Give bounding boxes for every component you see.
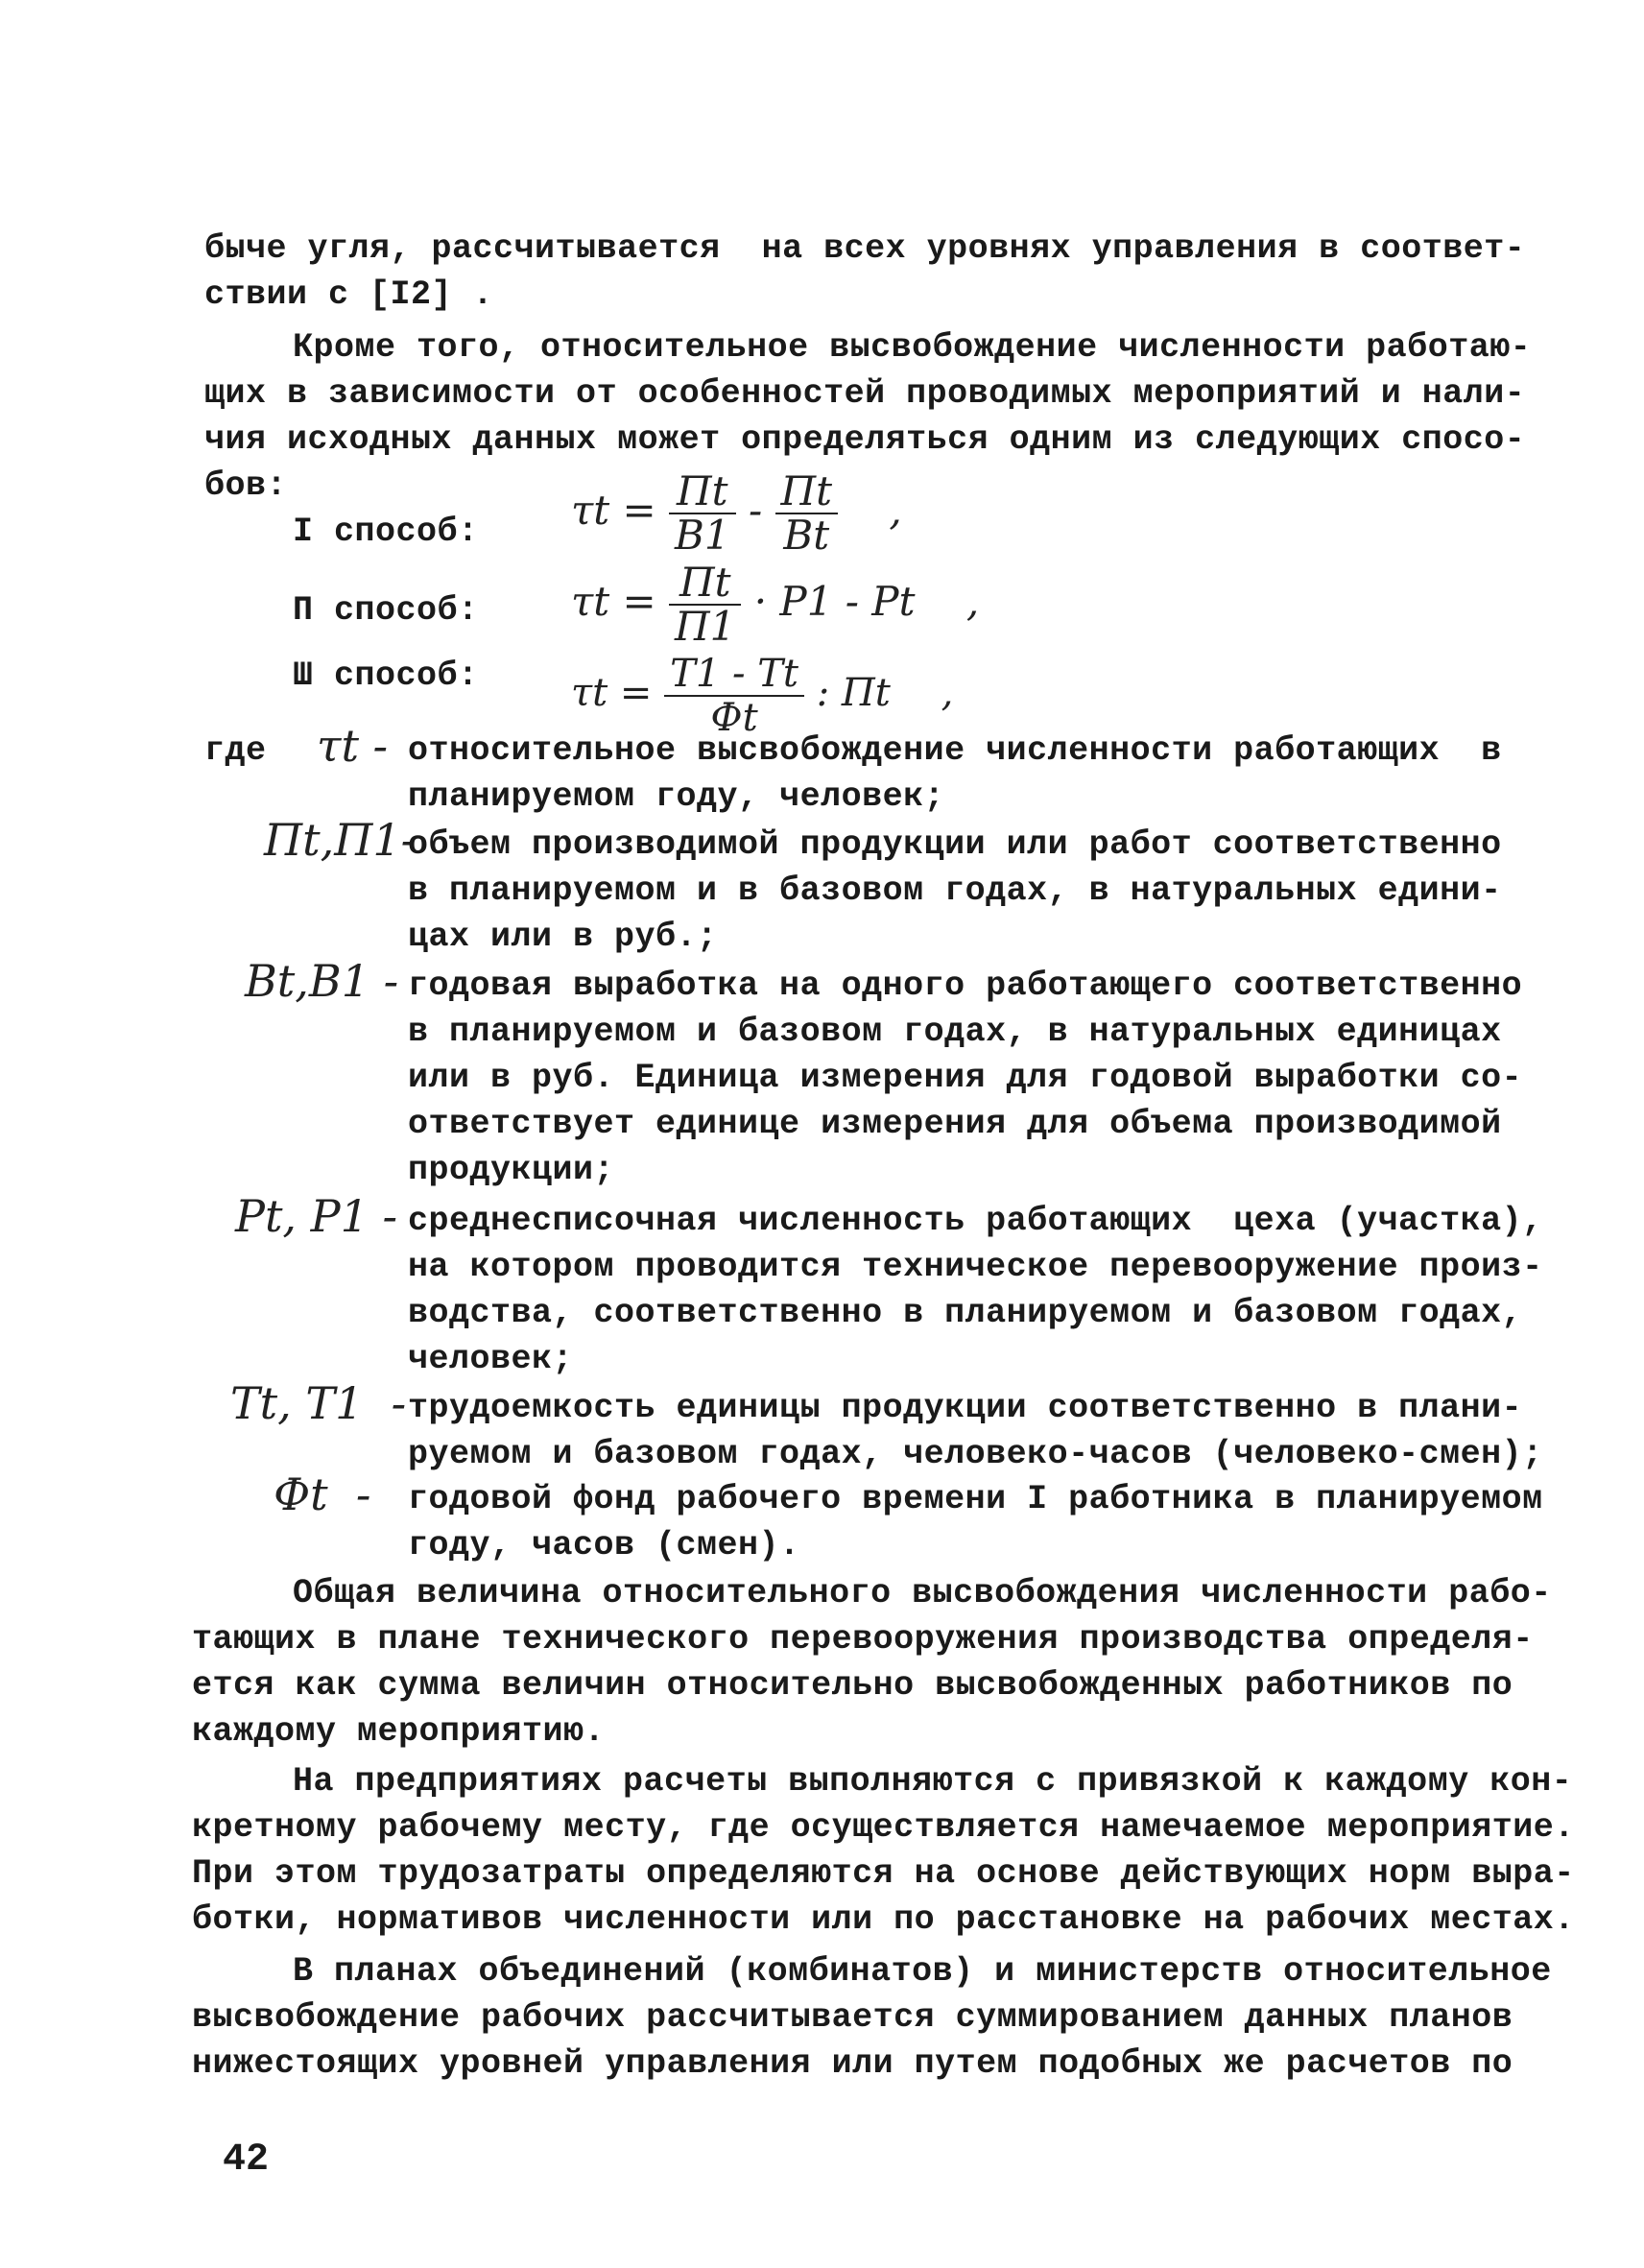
definition-line: в планируемом и в базовом годах, в натуральных едини- [408, 871, 1502, 910]
text-line: каждому мероприятию. [192, 1712, 606, 1751]
definition-line: или в руб. Единица измерения для годовой выработки со- [408, 1059, 1523, 1097]
fraction-denominator: Фt [710, 696, 758, 740]
fraction-numerator: Пt [775, 470, 839, 514]
definition-line: году, часов (смен). [408, 1526, 800, 1564]
definition-symbol: Фt - [274, 1468, 371, 1520]
fraction-numerator: Пt [669, 470, 736, 514]
formula-lhs: 𝜏t = [571, 578, 656, 625]
text-line: Кроме того, относительное высвобождение численности работаю- [293, 328, 1532, 367]
definition-line: на котором проводится техническое перевооружение произ- [408, 1248, 1543, 1286]
definition-line: цах или в руб.; [408, 918, 718, 956]
formula-method-3 [571, 653, 953, 739]
formula-method-2 [571, 561, 979, 648]
text-line: В планах объединений (комбинатов) и министерств относительное [293, 1952, 1552, 1991]
fraction-numerator: T1 - Tt [664, 653, 804, 697]
formula-comma: , [889, 487, 902, 534]
definition-symbol: Pt, P1 - [235, 1190, 398, 1242]
text-line: ботки, нормативов численности или по расстановке на рабочих местах. [192, 1900, 1575, 1939]
text-line: щих в зависимости от особенностей проводимых мероприятий и нали- [204, 374, 1526, 413]
formula-lhs: 𝜏t = [571, 487, 656, 534]
formula-rest: · P1 - Pt [753, 578, 916, 625]
definition-line: в планируемом и базовом годах, в натуральных единицах [408, 1013, 1502, 1051]
definition-line: водства, соответственно в планируемом и базовом годах, [408, 1294, 1523, 1332]
formula-comma: , [941, 671, 954, 715]
text-line: На предприятиях расчеты выполняются с привязкой к каждому кон- [293, 1762, 1573, 1801]
formula-lhs: 𝜏t = [571, 671, 653, 715]
text-line: ствии с [I2] . [204, 275, 494, 314]
fraction-denominator: B1 [675, 512, 730, 559]
definition-line: годовая выработка на одного работающего соответственно [408, 967, 1523, 1005]
definition-line: трудоемкость единицы продукции соответственно в плани- [408, 1389, 1523, 1427]
text-line: чия исходных данных может определяться одним из следующих спосо- [204, 420, 1526, 459]
fraction [669, 561, 741, 648]
text-line: бов: [204, 466, 288, 505]
text-line: Общая величина относительного высвобождения численности рабо- [293, 1574, 1552, 1612]
fraction-denominator: Bt [783, 512, 830, 559]
text-line: При этом трудозатраты определяются на основе действующих норм выра- [192, 1854, 1575, 1893]
definition-symbol: 𝜏t - [317, 720, 389, 772]
fraction [664, 653, 804, 739]
text-line: тающих в плане технического перевооружения производства определя- [192, 1620, 1534, 1659]
text-line: быче угля, рассчитывается на всех уровнях управления в соответ- [204, 229, 1526, 268]
text-line: высвобождение рабочих рассчитывается суммированием данных планов [192, 1998, 1513, 2037]
method-2-label: П способ: [293, 591, 479, 630]
formula-rest: : Пt [816, 671, 891, 715]
definition-line: продукции; [408, 1151, 615, 1189]
definition-line: планируемом году, человек; [408, 777, 945, 816]
definition-symbol: Bt,B1 - [245, 955, 399, 1007]
definition-line: руемом и базовом годах, человеко-часов (человеко-смен); [408, 1435, 1543, 1473]
fraction-numerator: Пt [669, 561, 741, 606]
definition-line: ответствует единице измерения для объема производимой [408, 1105, 1502, 1143]
text-line: ется как сумма величин относительно высвобожденных работников по [192, 1666, 1513, 1705]
definition-line: человек; [408, 1340, 574, 1378]
definition-line: среднесписочная численность работающих цеха (участка), [408, 1202, 1543, 1240]
formula-method-1 [571, 467, 902, 559]
formula-comma: , [965, 578, 980, 625]
fraction [775, 467, 839, 559]
definition-symbol: Пt,П1- [264, 814, 417, 866]
definition-symbol: Tt, T1 - [230, 1377, 407, 1429]
method-3-label: Ш способ: [293, 657, 479, 695]
definition-line: относительное высвобождение численности работающих в [408, 731, 1502, 770]
where-word: где [204, 731, 267, 770]
method-1-label: I способ: [293, 513, 479, 551]
definition-line: годовой фонд рабочего времени I работника в планируемом [408, 1480, 1543, 1518]
fraction-denominator: П1 [675, 603, 736, 650]
text-line: кретному рабочему месту, где осуществляется намечаемое мероприятие. [192, 1808, 1575, 1847]
definition-line: объем производимой продукции или работ соответственно [408, 825, 1502, 864]
text-line: нижестоящих уровней управления или путем подобных же расчетов по [192, 2044, 1513, 2083]
minus-sign: - [748, 487, 763, 534]
fraction [669, 467, 736, 559]
page-number: 42 [223, 2138, 270, 2182]
